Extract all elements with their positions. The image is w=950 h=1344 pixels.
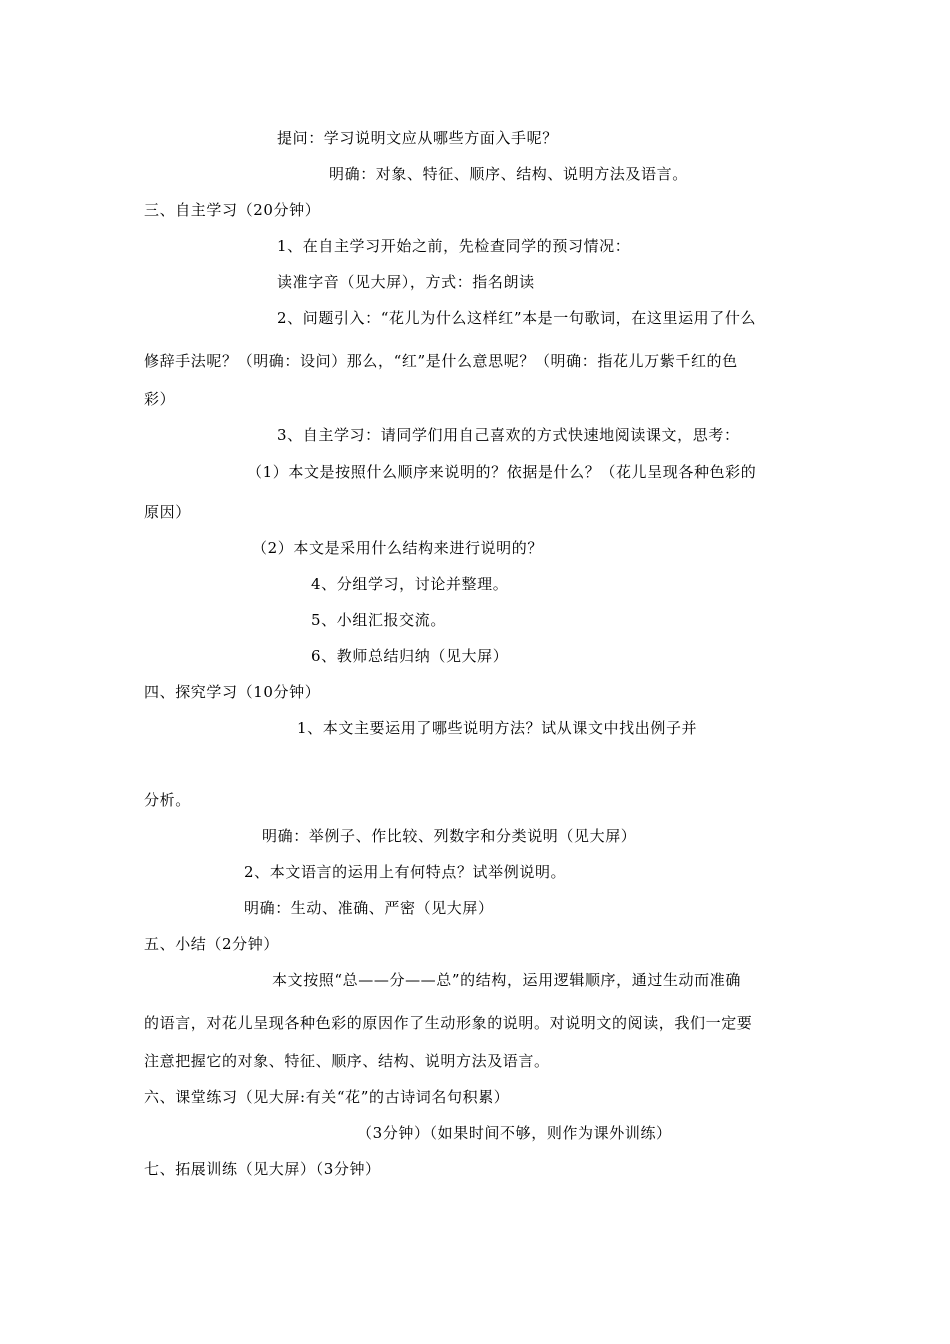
text-line: 1、本文主要运用了哪些说明方法？试从课文中找出例子并 [297,719,698,737]
text-line: 6、教师总结归纳（见大屏） [311,647,509,665]
text-line: 2、问题引入：“花儿为什么这样红”本是一句歌词，在这里运用了什么 [277,309,757,327]
question-line: 提问：学习说明文应从哪些方面入手呢？ [277,129,558,147]
text-line: 本文按照“总——分——总”的结构，运用逻辑顺序，通过生动而准确 [272,971,741,989]
text-line: 明确：生动、准确、严密（见大屏） [244,899,494,917]
text-line: （3分钟）（如果时间不够，则作为课外训练） [357,1124,672,1142]
text-line: 分析。 [144,791,191,809]
text-line: 1、在自主学习开始之前，先检查同学的预习情况： [277,237,631,255]
text-line: 的语言，对花儿呈现各种色彩的原因作了生动形象的说明。对说明文的阅读，我们一定要 [144,1014,753,1032]
section-heading: 七、拓展训练（见大屏）（3分钟） [144,1160,381,1178]
text-line: 3、自主学习：请同学们用自己喜欢的方式快速地阅读课文，思考： [277,426,740,444]
text-line: 5、小组汇报交流。 [311,611,446,629]
text-line: 读准字音（见大屏），方式：指名朗读 [277,273,535,291]
text-line: （2）本文是采用什么结构来进行说明的？ [252,539,543,557]
text-line: （1）本文是按照什么顺序来说明的？依据是什么？（花儿呈现各种色彩的 [247,463,757,481]
text-line: 2、本文语言的运用上有何特点？试举例说明。 [244,863,567,881]
text-line: 修辞手法呢？（明确：设问）那么，“红”是什么意思呢？（明确：指花儿万紫千红的色 [144,352,738,370]
section-heading: 四、探究学习（10分钟） [144,683,321,701]
answer-line: 明确：对象、特征、顺序、结构、说明方法及语言。 [329,165,688,183]
section-heading: 六、课堂练习（见大屏:有关“花”的古诗词名句积累） [144,1088,510,1106]
text-line: 4、分组学习，讨论并整理。 [311,575,509,593]
text-line: 明确：举例子、作比较、列数字和分类说明（见大屏） [262,827,637,845]
text-line: 注意把握它的对象、特征、顺序、结构、说明方法及语言。 [144,1052,550,1070]
section-heading: 五、小结（2分钟） [144,935,279,953]
text-line: 原因） [144,503,191,521]
text-line: 彩） [144,390,176,408]
section-heading: 三、自主学习（20分钟） [144,201,321,219]
